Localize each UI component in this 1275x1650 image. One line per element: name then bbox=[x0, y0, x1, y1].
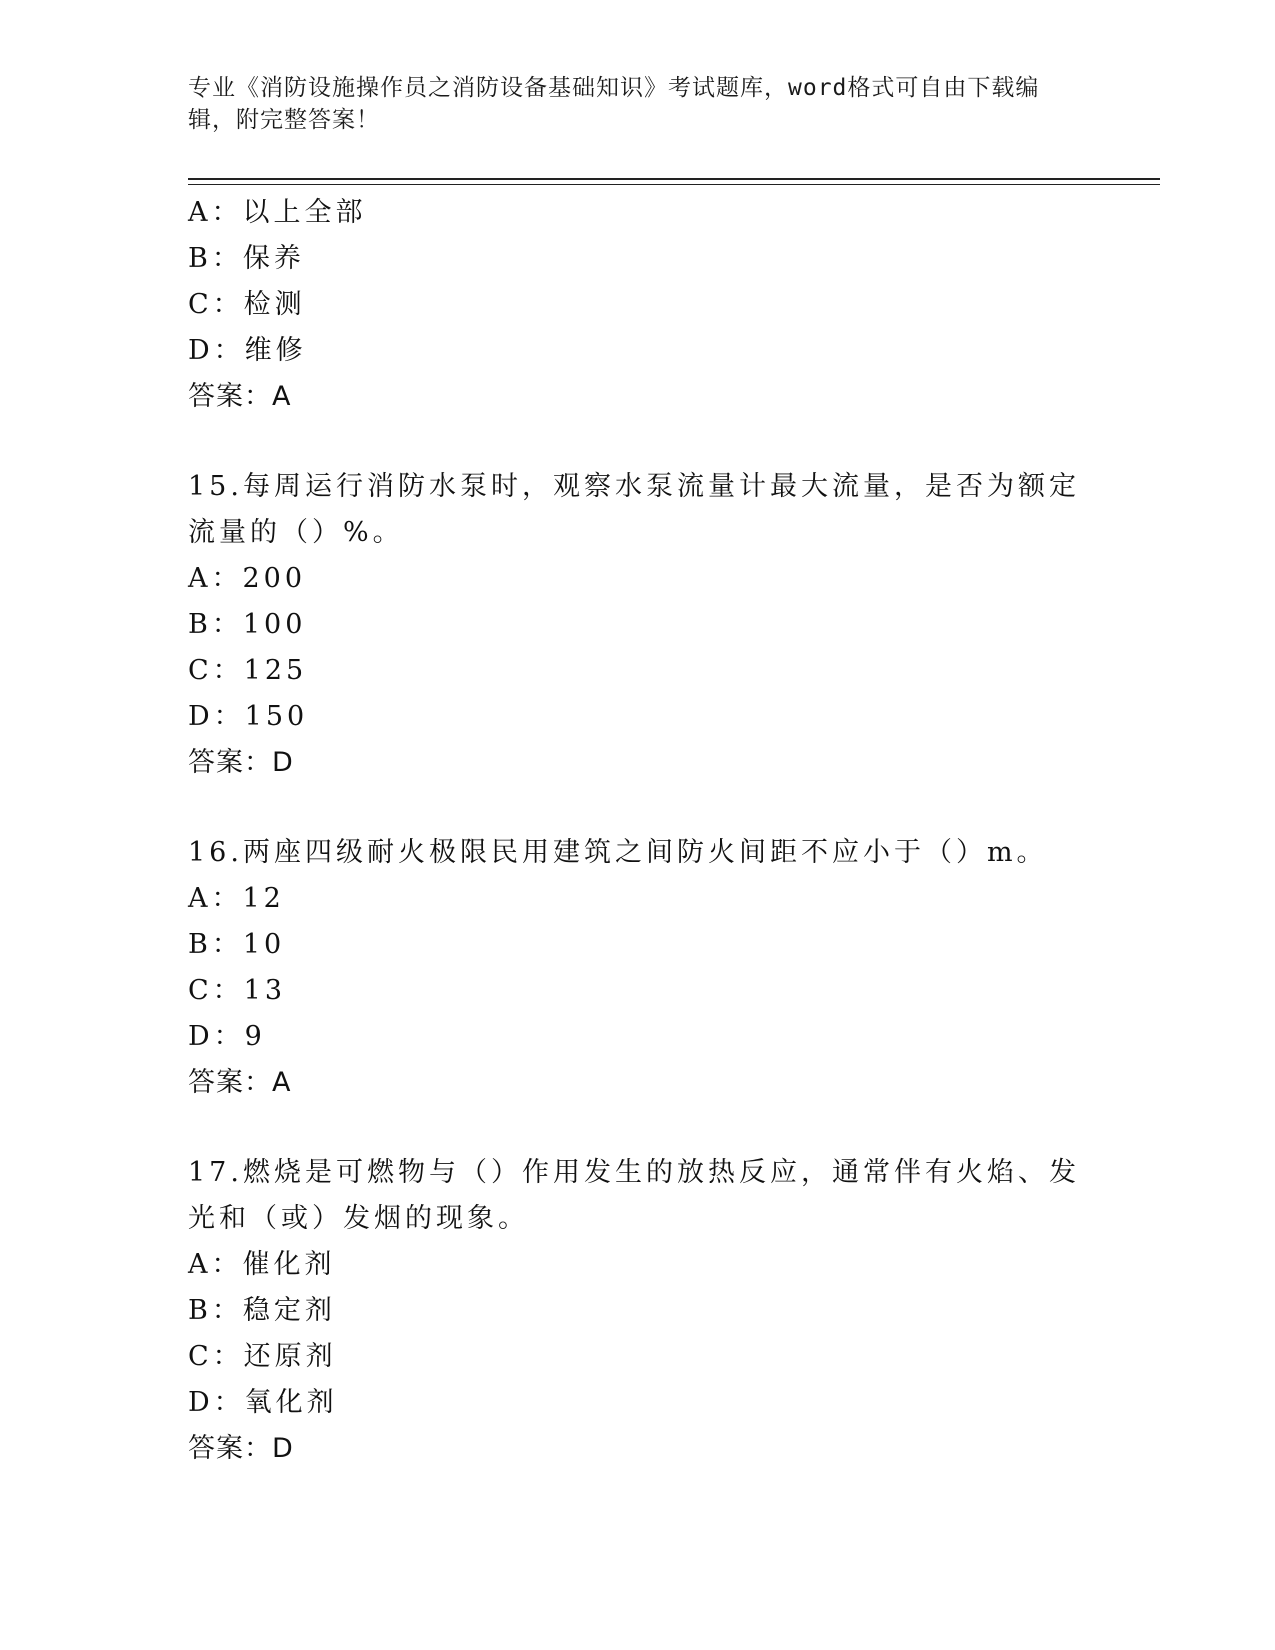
option-b: B：保养 bbox=[188, 243, 305, 274]
answer-line: 答案：A bbox=[188, 1067, 292, 1098]
option-b: B：10 bbox=[188, 929, 286, 960]
question-17 bbox=[188, 1150, 1088, 1472]
answer-line: 答案：D bbox=[188, 1433, 294, 1464]
option-a: A：以上全部 bbox=[188, 197, 367, 228]
answer-line: 答案：A bbox=[188, 381, 292, 412]
option-a: A：200 bbox=[188, 563, 307, 594]
option-b: B：100 bbox=[188, 609, 307, 640]
answer-line: 答案：D bbox=[188, 747, 294, 778]
question-list bbox=[188, 190, 1088, 1472]
option-c: C：还原剂 bbox=[188, 1341, 337, 1372]
option-d: D：150 bbox=[188, 701, 309, 732]
option-b: B：稳定剂 bbox=[188, 1295, 336, 1326]
option-d: D：维修 bbox=[188, 335, 307, 366]
header-divider-thin bbox=[188, 184, 1160, 185]
question-text: 16.两座四级耐火极限民用建筑之间防火间距不应小于（）m。 bbox=[188, 837, 1048, 868]
option-c: C：125 bbox=[188, 655, 308, 686]
option-d: D：氧化剂 bbox=[188, 1387, 338, 1418]
question-text: 17.燃烧是可燃物与（）作用发生的放热反应，通常伴有火焰、发光和（或）发烟的现象。 bbox=[188, 1157, 1080, 1234]
question-text: 15.每周运行消防水泵时，观察水泵流量计最大流量，是否为额定流量的（）%。 bbox=[188, 471, 1080, 548]
option-a: A：12 bbox=[188, 883, 285, 914]
document-header: 专业《消防设施操作员之消防设备基础知识》考试题库，word格式可自由下载编辑，附完整答案！ bbox=[188, 75, 1040, 133]
option-d: D：9 bbox=[188, 1021, 266, 1052]
question-15 bbox=[188, 464, 1088, 786]
header-divider-thick bbox=[188, 178, 1160, 180]
question-16 bbox=[188, 830, 1088, 1106]
option-c: C：检测 bbox=[188, 289, 306, 320]
question-partial bbox=[188, 190, 1088, 420]
option-c: C：13 bbox=[188, 975, 287, 1006]
option-a: A：催化剂 bbox=[188, 1249, 336, 1280]
